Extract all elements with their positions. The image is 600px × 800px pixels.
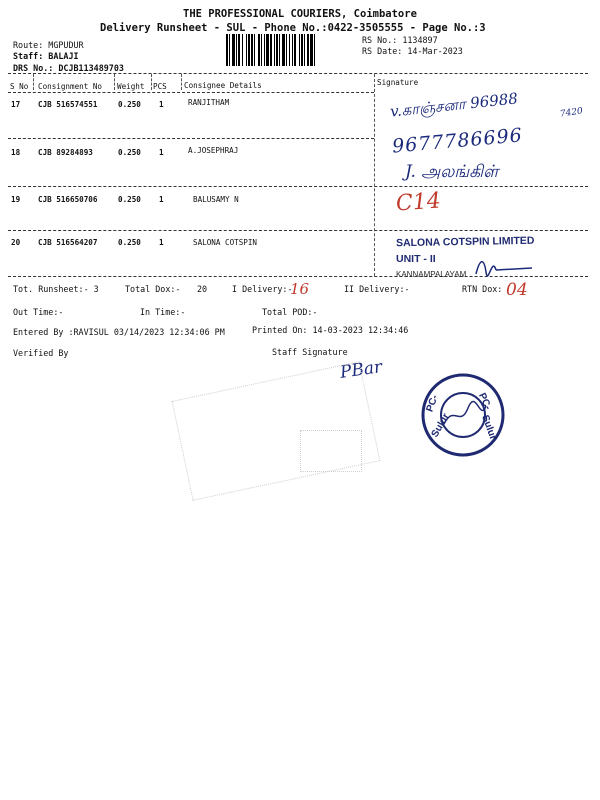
- company-stamp-line2: UNIT - II: [396, 253, 436, 265]
- row-pcs: 1: [159, 100, 164, 109]
- staff-signature-hand: PBar: [338, 357, 384, 383]
- signature-row19-tamil: J. அலங்கிள்: [405, 162, 499, 182]
- row-sno: 20: [11, 238, 21, 247]
- printed-on: Printed On: 14-03-2023 12:34:46: [252, 325, 409, 335]
- rtn-dox-hand: 04: [506, 280, 528, 300]
- row-consignee: RANJITHAM: [188, 98, 230, 107]
- company-stamp-line1: SALONA COTSPIN LIMITED: [395, 234, 535, 250]
- rs-date: RS Date: 14-Mar-2023: [362, 46, 463, 56]
- col-divider: [181, 74, 182, 90]
- drs-number: DRS No.: DCJB113489703: [13, 63, 124, 73]
- staff-label: Staff: BALAJI: [13, 51, 79, 61]
- signature-row17: v.காஞ்சனா 96988: [389, 89, 519, 121]
- seal-signature-icon: [440, 398, 490, 432]
- row-weight: 0.250: [118, 100, 141, 109]
- col-header-weight: Weight: [117, 82, 145, 91]
- table-top-rule: [8, 73, 588, 74]
- header-subtitle: Delivery Runsheet - SUL - Phone No.:0422-3505555 - Page No.:3: [100, 22, 486, 34]
- row-sno: 17: [11, 100, 21, 109]
- seal-text-inner-left: Sulur: [429, 411, 452, 440]
- staff-signature-label: Staff Signature: [272, 347, 348, 357]
- seal-text-inner-right: Sulur: [479, 413, 499, 442]
- col-header-pcs: PCS: [153, 82, 167, 91]
- faint-mark: [300, 430, 362, 472]
- signature-row19-red: C14: [395, 188, 442, 217]
- row-pcs: 1: [159, 195, 164, 204]
- col-header-consignment: Consignment No: [38, 82, 103, 91]
- col-header-consignee: Consignee Details: [184, 81, 262, 90]
- total-dox-value: 20: [197, 284, 208, 294]
- col-header-signature: Signature: [377, 78, 419, 87]
- tot-runsheet: Tot. Runsheet:- 3: [13, 284, 99, 294]
- i-delivery-hand: 16: [290, 280, 310, 298]
- row-consignee: BALUSAMY N: [193, 195, 239, 204]
- header-title: THE PROFESSIONAL COURIERS, Coimbatore: [183, 8, 417, 20]
- signature-row17-extra: 7420: [559, 106, 584, 120]
- col-divider: [114, 74, 115, 90]
- col-divider: [33, 74, 34, 90]
- total-pod: Total POD:-: [262, 307, 318, 317]
- col-divider: [374, 74, 375, 276]
- i-delivery-label: I Delivery:-: [232, 284, 293, 294]
- row-consignment: CJB 516564207: [38, 238, 98, 247]
- row-weight: 0.250: [118, 238, 141, 247]
- verified-by: Verified By: [13, 348, 69, 358]
- total-dox-label: Total Dox:-: [125, 284, 181, 294]
- row-consignment: CJB 89284893: [38, 148, 93, 157]
- row-rule: [8, 230, 588, 231]
- rtn-dox-label: RTN Dox:: [462, 284, 503, 294]
- company-stamp-line3: KANNAMPALAYAM: [396, 270, 467, 279]
- ii-delivery-label: II Delivery:-: [344, 284, 410, 294]
- row-consignment: CJB 516574551: [38, 100, 98, 109]
- row-pcs: 1: [159, 238, 164, 247]
- rs-number: RS No.: 1134897: [362, 35, 438, 45]
- row-sno: 18: [11, 148, 21, 157]
- in-time: In Time:-: [140, 307, 186, 317]
- row-pcs: 1: [159, 148, 164, 157]
- signature-row18: 9677786696: [391, 124, 524, 158]
- row-rule: [8, 186, 588, 187]
- row-consignment: CJB 516650706: [38, 195, 98, 204]
- barcode: [226, 34, 352, 66]
- seal-text-left: PC-: [424, 393, 441, 414]
- row-weight: 0.250: [118, 148, 141, 157]
- route-label: Route: MGPUDUR: [13, 40, 84, 50]
- row-sno: 19: [11, 195, 21, 204]
- row-consignee: A.JOSEPHRAJ: [188, 146, 239, 155]
- out-time: Out Time:-: [13, 307, 64, 317]
- header-bottom-rule: [8, 92, 374, 93]
- seal-text-right: PC-: [475, 391, 494, 412]
- col-divider: [151, 74, 152, 90]
- row-rule: [8, 138, 374, 139]
- col-header-sno: S No: [10, 82, 29, 91]
- row-weight: 0.250: [118, 195, 141, 204]
- entered-by: Entered By :RAVISUL 03/14/2023 12:34:06 PM: [13, 327, 225, 337]
- row-consignee: SALONA COTSPIN: [193, 238, 258, 247]
- scribble-signature-icon: [470, 254, 540, 278]
